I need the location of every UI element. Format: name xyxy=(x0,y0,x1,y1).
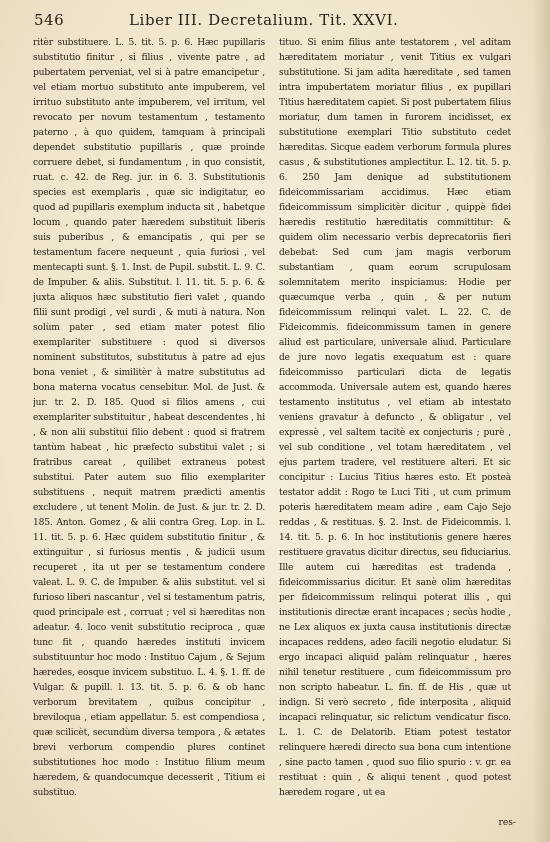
right-column xyxy=(279,36,511,831)
left-column-text: ritèr substituere. L. 5. tit. 5. p. 6. Hæc pupillaris substitutio finitur , si filius , vivente patre , ad pubertatem perveniat, vel si à patre emancipetur , vel etiam mortuo substituto ante impuberem, vel irrituo substituto ante impuberem, vel irritum, vel revocato per novum testamentum , testamento paterno , à quo quidem, tamquam à principali dependet substitutio pupillaris , quæ proinde corruere debet, si fundamentum , in quo consistit, ruat. c. 42. de Reg. jur. in 6. 3. Substitutionis species est exemplaris , quæ sic indigitatur, eo quod ad pupillaris exemplum inducta sit , habetque locum , quando pater hæredem substituit liberis suis puberibus , & emancipatis , qui per se testamentum facere nequeunt , quia furiosi , vel mentecapti sunt. §. 1. Inst. de Pupil. substit. L. 9. C. de Impuber. & aliis. Substitut. l. 11. tit. 5. p. 6. & juxta aliquos hæc substitutio fieri valet , quando filii sunt prodigi , vel surdi , & muti à natura. Non solùm pater , sed etiam mater potest filio exemplariter substituere : quod si diversos nominent substitutos, substitutus à patre ad ejus bona veniet , & similitèr à matre substitutus ad bona materna vocatus censebitur. Mol. de Just. & jur. tr. 2. D. 185. Quod si filios amens , cui exemplariter substituitur , habeat descendentes , hi , & non alii substitui filio debent : quod si fratrem tantùm habeat , hic præfecto substitui valet ; si fratribus careat , quilibet extraneus potest substitui. Pater autem suo filio exemplariter substituens , nequit matrem prædicti amentis excludere , ut tenent Molin. de Just. & jur. tr. 2. D. 185. Anton. Gomez , & alii contra Greg. Lop. in L. 11. tit. 5. p. 6. Hæc quidem substitutio finitur , & extinguitur , si furiosus mentis , & judicii usum recuperet , ita ut per se testamentum condere valeat. L. 9. C. de Impuber. & aliis substitut. vel si furioso liberi nascantur , vel si testamentum patris, quod principale est , corruat ; vel si hæreditas non adeatur. 4. loco venit substitutio reciproca , quæ tunc fit , quando hæredes instituti invicem substituuntur hoc modo : Instituo Cajum , & Sejum hæredes, eosque invicem substituo. L. 4. §. 1. ff. de Vulgar. & pupill. l. 13. tit. 5. p. 6. & ob hanc verborum brevitatem , quibus concipitur , breviloqua , etiam appellatur. 5. est compendiosa , quæ scilicèt, secundùm diversa tempora , & ætates brevi verborum compendio plures continet substitutiones hoc modo : Instituo filium meum hæredem, & quandocumque decesserit , Titium ei substituo. xyxy=(33,38,265,798)
catchword: res- xyxy=(498,818,516,828)
left-column xyxy=(33,36,265,831)
text-columns xyxy=(33,36,513,831)
running-title: Liber III. Decretalium. Tit. XXVI. xyxy=(129,11,399,29)
page-number: 546 xyxy=(34,11,65,29)
running-head xyxy=(34,11,504,33)
right-column-text: tituo. Si enim filius ante testatorem , vel aditam hæreditatem moriatur , venit Titius ex vulgari substitutione. Si jam adita hæreditate , sed tamen intra impubertatem moriatur filius , ex pupillari Titius hæreditatem capiet. Si post pubertatem filius moriatur, dum tamen in furorem incidisset, ex substitutione exemplari Titio substituto cedet hæreditas. Sicque eadem verborum formula plures casus , & substitutiones amplectitur. L. 12. tit. 5. p. 6. 250 Jam denique ad substitutionem fideicommissariam accidimus. Hæc etiam fideicommissum simplicitèr dicitur , quippè fidei hæredis restitutio hæreditatis committitur: & quidem olim necessario verbis deprecatoriis fieri debebat: Sed cum jam magis verborum substantiam , quam eorum scrupulosam solemnitatem merito inspiciamus: Hodie per quæcumque verba , quin , & per nutum fideicommissum relinqui valet. L. 22. C. de Fideicommis. fideicommissum tamen in genere aliud est particulare, universale aliud. Particulare de jure novo legatis exequatum est : quare fideicommisso particulari dicta de legatis accommoda. Universale autem est, quando hæres testamento institutus , vel etiam ab intestato veniens gravatur à defuncto , & obligatur , vel expressè , vel saltem tacitè ex conjecturis ; purè , vel sub conditione , vel totam hæreditatem , vel ejus partem tradere, vel restituere alteri. Et sic concipitur : Lucius Titius hæres esto. Et posteà testator addit : Rogo te Luci Titi , ut cum primum poteris hæreditatem meam adire , eam Cajo Sejo reddas , & restituas. §. 2. Inst. de Fideicommis. l. 14. tit. 5. p. 6. In hoc institutionis genere hæres restituere gravatus dicitur directus, seu fiduciarius. Ille autem cui hæreditas est tradenda , fideicommissarius dicitur. Et sanè olim hæreditas per fideicommissum relinqui poterat illis , qui institutionis directæ erant incapaces ; secùs hodie , ne Lex aliquos ex juxta causa institutionis directæ incapaces reddens, adeo facili negotio eludatur. Si ergo incapaci aliquid palàm relinquatur , hæres nihil tenetur restituere , cum fideicommissum pro non scripto habeatur. L. fin. ff. de His , quæ ut indign. Si verò secreto , fide interposita , aliquid incapaci relinquatur, sic relictum vendicatur fisco. L. 1. C. de Delatorib. Etiam potest testator relinquere hæredi directo sua bona cum intentione , sine pacto tamen , quod suo filio spurio : v. gr. ea restituat : quin , & aliqui tenent , quod potest hæredem rogare , ut ea xyxy=(279,38,511,798)
